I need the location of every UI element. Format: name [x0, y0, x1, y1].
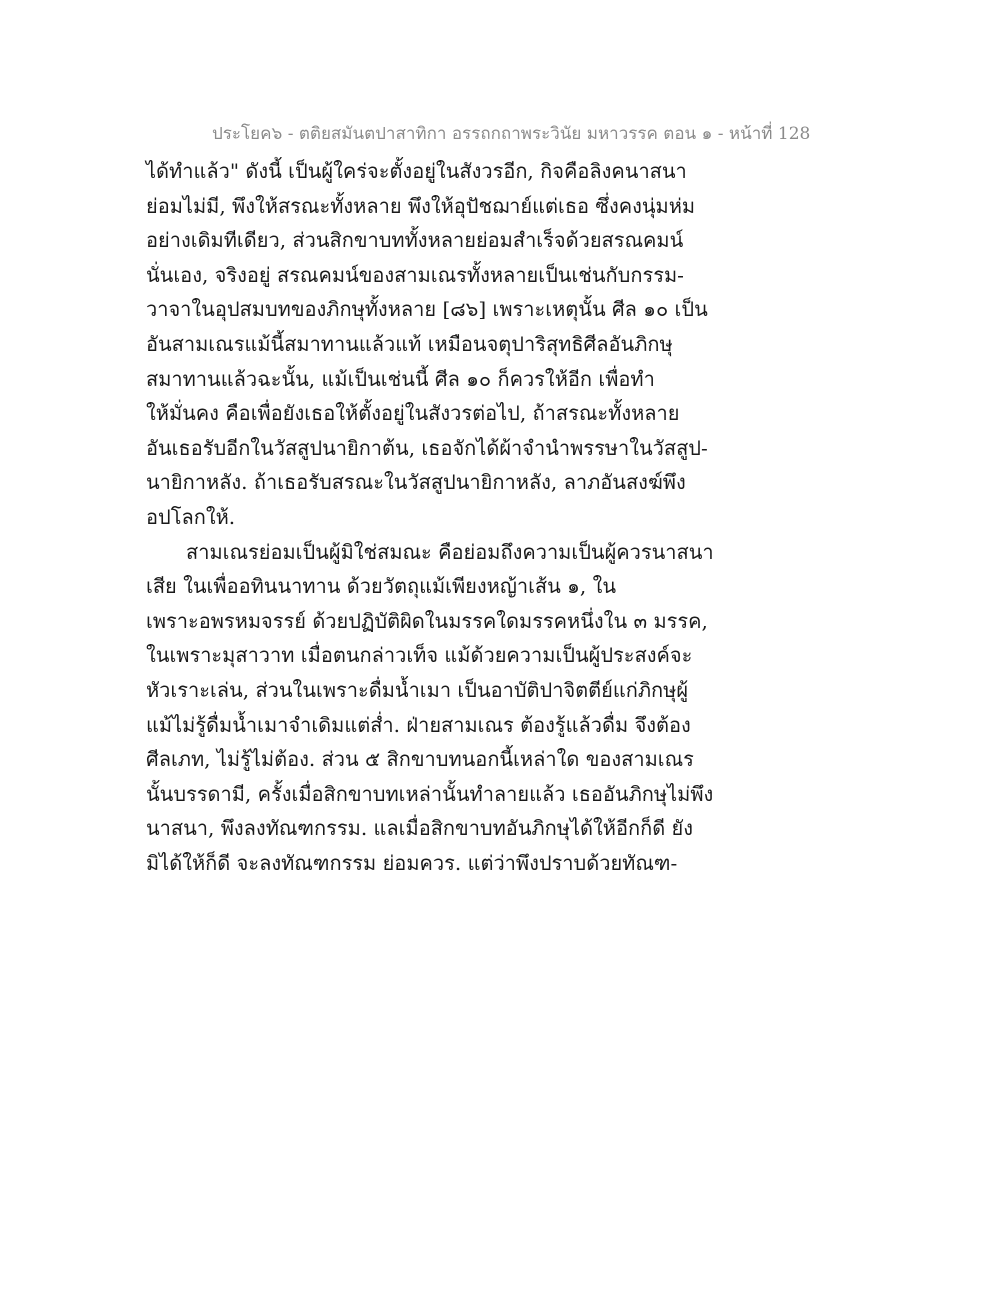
text-line: ได้ทำแล้ว" ดังนี้ เป็นผู้ใคร่จะตั้งอยู่ในสังวรอีก, กิจคือลิงคนาสนา	[146, 159, 687, 183]
text-line: นั้นบรรดามี, ครั้งเมื่อสิกขาบทเหล่านั้นทำลายแล้ว เธออันภิกษุไม่พึง	[146, 781, 714, 806]
text-line: นั่นเอง, จริงอยู่ สรณคมน์ของสามเณรทั้งหลายเป็นเช่นกับกรรม-	[146, 262, 684, 287]
text-line: ย่อมไม่มี, พึงให้สรณะทั้งหลาย พึงให้อุปัชฌาย์แต่เธอ ซึ่งคงนุ่มห่ม	[146, 193, 696, 218]
text-line: อย่างเดิมทีเดียว, ส่วนสิกขาบททั้งหลายย่อมสำเร็จด้วยสรณคมน์	[146, 228, 684, 253]
text-line: อันเธอรับอีกในวัสสูปนายิกาต้น, เธอจักได้ผ้าจำนำพรรษาในวัสสูป-	[146, 435, 708, 460]
text-line: อปโลกให้.	[146, 504, 236, 529]
text-line: ศีลเภท, ไม่รู้ไม่ต้อง. ส่วน ๕ สิกขาบทนอกนี้เหล่าใด ของสามเณร	[146, 747, 694, 772]
text-line: สมาทานแล้วฉะนั้น, แม้เป็นเช่นนี้ ศีล ๑๐ ก็ควรให้อีก เพื่อทำ	[146, 366, 655, 391]
text-line: อันสามเณรแม้นี้สมาทานแล้วแท้ เหมือนจตุปาริสุทธิศีลอันภิกษุ	[146, 331, 673, 356]
text-line: ในเพราะมุสาวาท เมื่อตนกล่าวเท็จ แม้ด้วยความเป็นผู้ประสงค์จะ	[146, 643, 693, 668]
text-line: ให้มั่นคง คือเพื่อยังเธอให้ตั้งอยู่ในสังวรต่อไป, ถ้าสรณะทั้งหลาย	[146, 401, 680, 426]
paragraph-2	[146, 535, 714, 881]
text-line: นาสนา, พึงลงทัณฑกรรม. แลเมื่อสิกขาบทอันภิกษุได้ให้อีกก็ดี ยัง	[146, 816, 694, 841]
text-line: หัวเราะเล่น, ส่วนในเพราะดื่มน้ำเมา เป็นอาบัติปาจิตตีย์แก่ภิกษุผู้	[146, 677, 689, 702]
text-line: วาจาในอุปสมบทของภิกษุทั้งหลาย [๘๖] เพราะเหตุนั้น ศีล ๑๐ เป็น	[146, 297, 708, 322]
text-line: นายิกาหลัง. ถ้าเธอรับสรณะในวัสสูปนายิกาหลัง, ลาภอันสงฆ์พึง	[146, 470, 686, 495]
paragraph-1	[146, 154, 706, 535]
running-header: ประโยค๖ - ตติยสมันตปาสาทิกา อรรถกถาพระวินัย มหาวรรค ตอน ๑ - หน้าที่ 128	[212, 124, 811, 144]
body-text	[146, 154, 714, 880]
text-line: เสีย ในเพื่ออทินนาทาน ด้วยวัตถุแม้เพียงหญ้าเส้น ๑, ใน	[146, 574, 617, 599]
text-line: เพราะอพรหมจรรย์ ด้วยปฏิบัติผิดในมรรคใดมรรคหนึ่งใน ๓ มรรค,	[146, 608, 708, 633]
text-line: แม้ไม่รู้ดื่มน้ำเมาจำเดิมแต่ส่ำ. ฝ่ายสามเณร ต้องรู้แล้วดื่ม จึงต้อง	[146, 712, 691, 737]
text-line: สามเณรย่อมเป็นผู้มิใช่สมณะ คือย่อมถึงความเป็นผู้ควรนาสนา	[186, 539, 714, 564]
text-line: มิได้ให้ก็ดี จะลงทัณฑกรรม ย่อมควร. แต่ว่าพึงปราบด้วยทัณฑ-	[146, 850, 678, 875]
